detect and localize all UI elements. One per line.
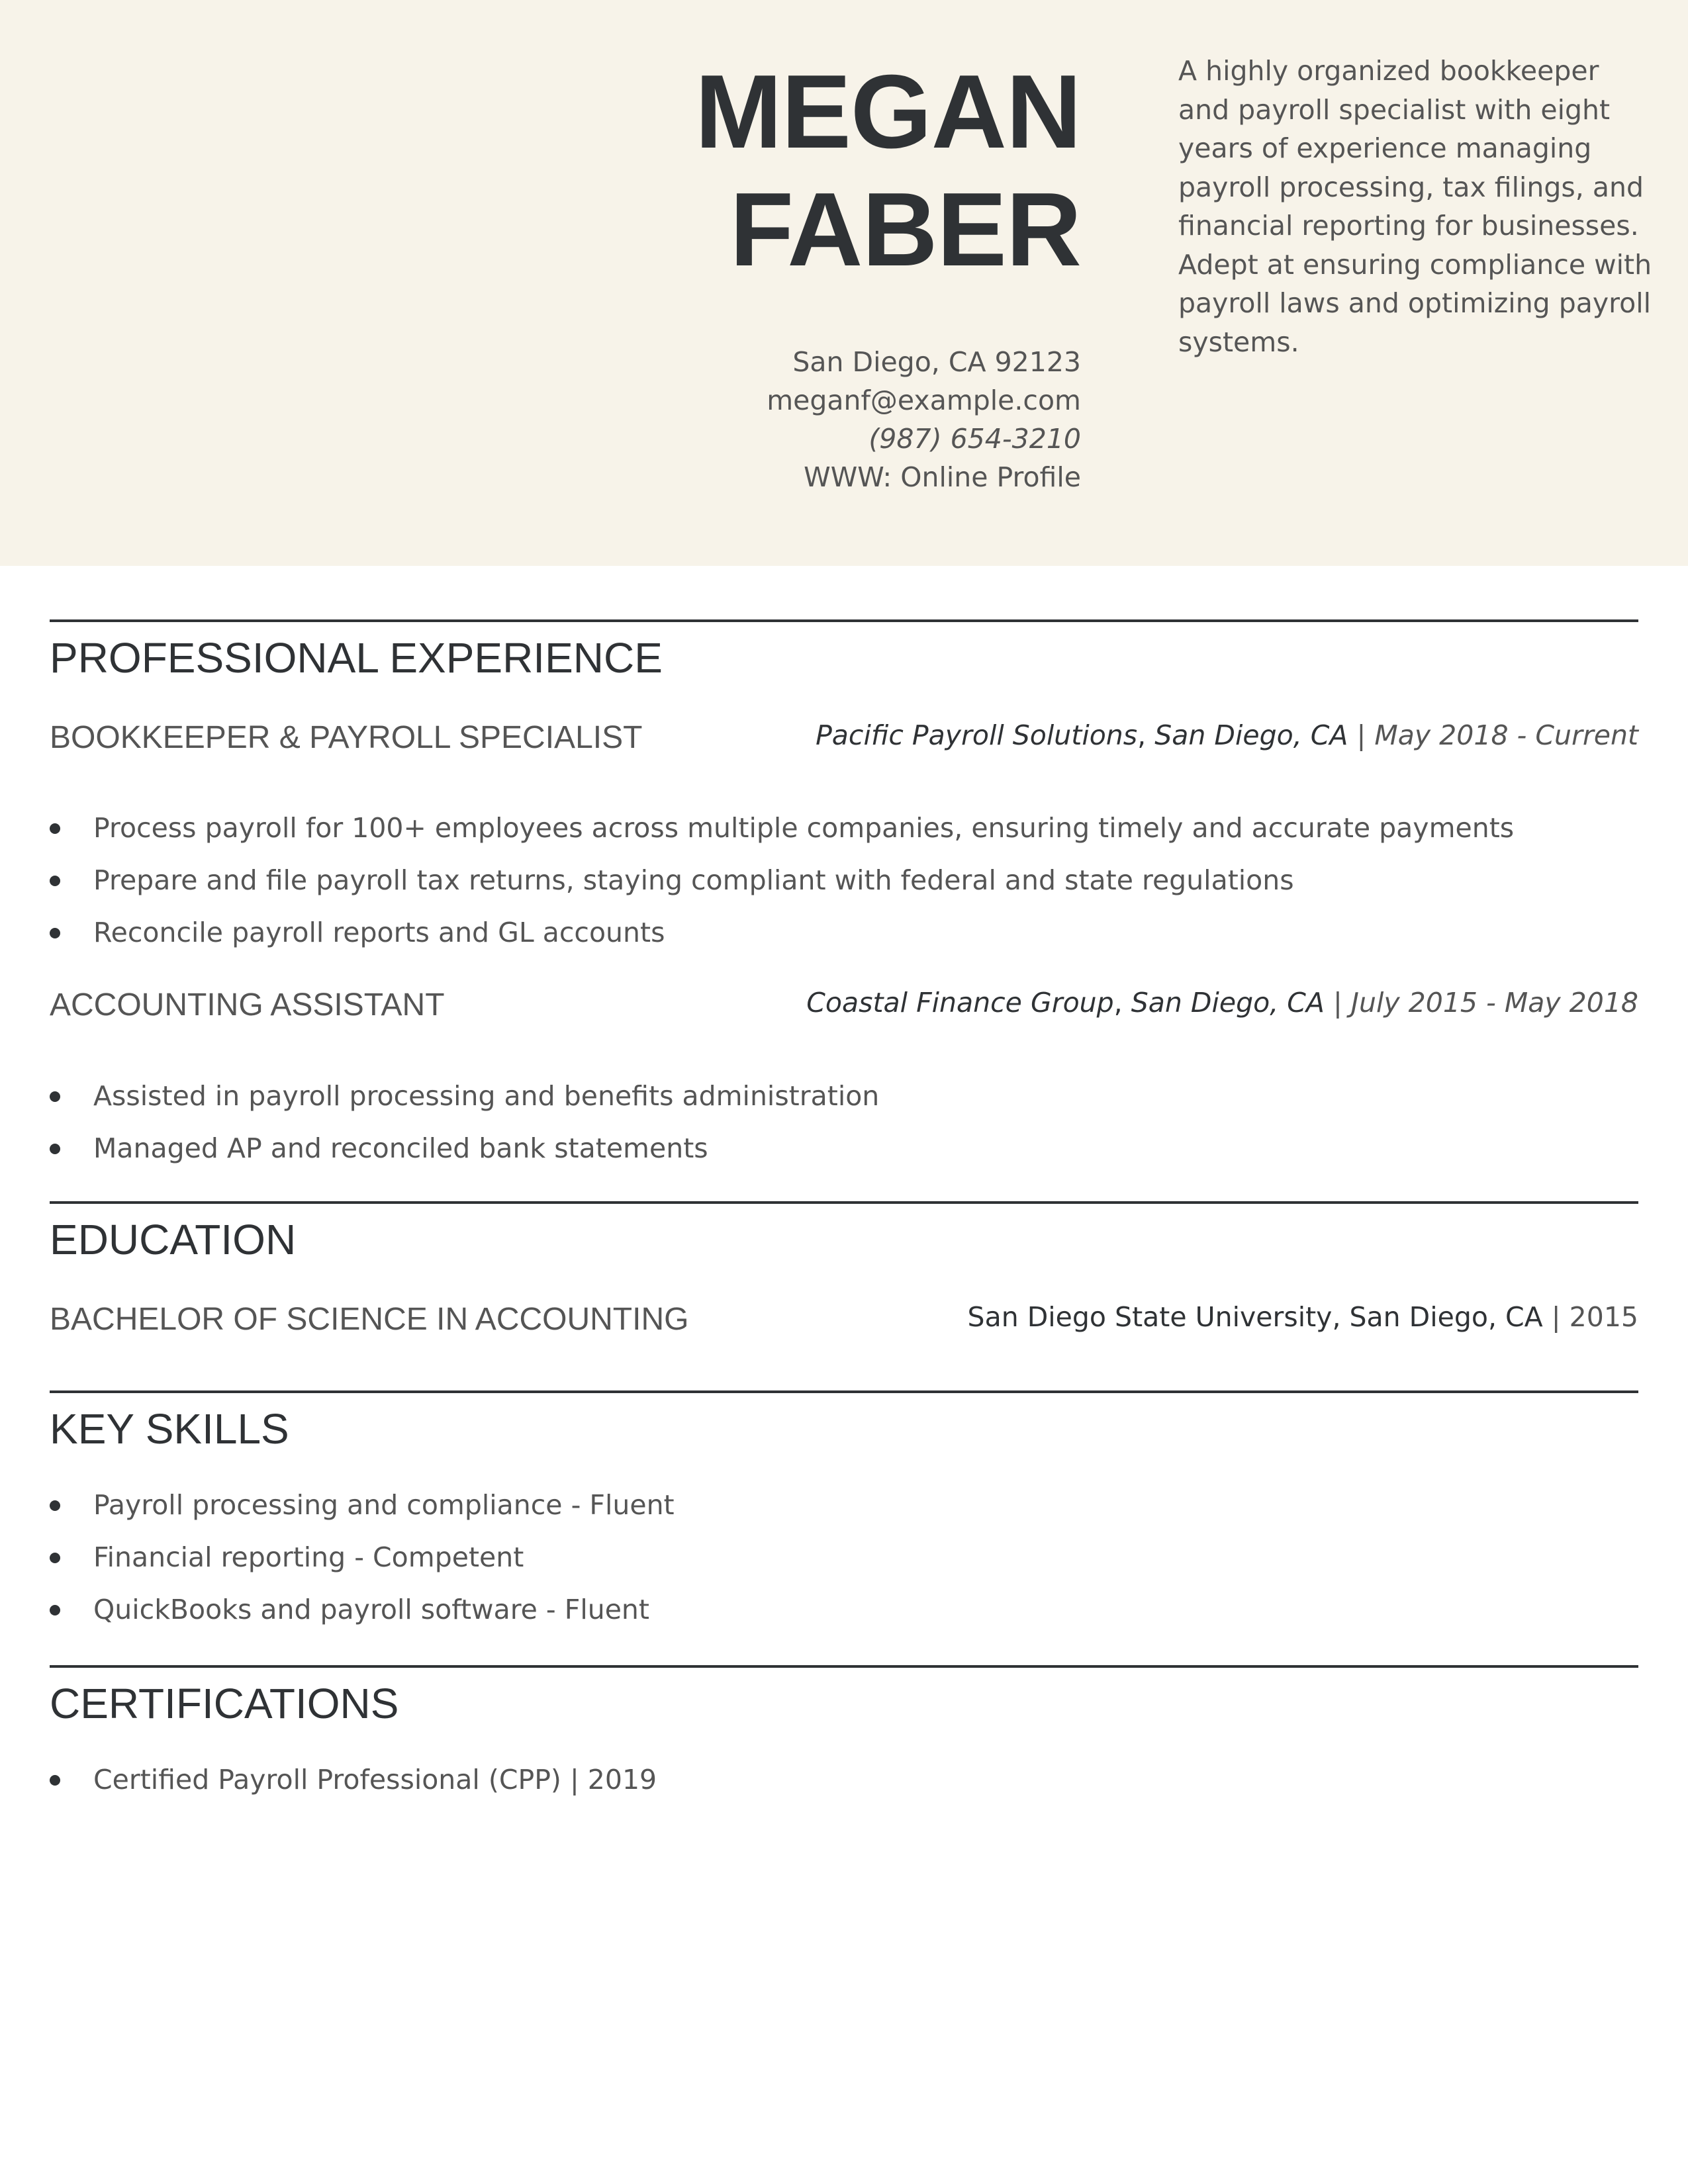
experience-section: [50, 619, 1638, 1164]
contact-phone[interactable]: (987) 654-3210: [868, 423, 1081, 455]
job-title: BOOKKEEPER & PAYROLL SPECIALIST: [50, 720, 643, 755]
job-bullets: [50, 1070, 1638, 1175]
job-meta: Pacific Payroll Solutions, San Diego, CA | May 2018 - Current: [816, 719, 1638, 751]
skills-section: [50, 1390, 1638, 1625]
job-location: San Diego, CA: [1131, 987, 1325, 1019]
degree-title: BACHELOR OF SCIENCE IN ACCOUNTING: [50, 1302, 689, 1337]
bullet-icon: [50, 1605, 60, 1615]
section-title-certifications: CERTIFICATIONS: [50, 1680, 399, 1727]
last-name: FABER: [729, 171, 1081, 288]
contact-address: San Diego, CA 92123: [792, 346, 1081, 378]
bullet-icon: [50, 928, 60, 938]
job-company: Coastal Finance Group: [806, 987, 1114, 1019]
education-meta: San Diego State University, San Diego, CA | 2015: [967, 1301, 1638, 1333]
job-dates: July 2015 - May 2018: [1350, 987, 1638, 1019]
section-title-education: EDUCATION: [50, 1216, 297, 1263]
bullet-icon: [50, 1500, 60, 1511]
contact-email[interactable]: meganf@example.com: [767, 385, 1081, 416]
section-title-experience: PROFESSIONAL EXPERIENCE: [50, 634, 663, 682]
list-item: Financial reporting - Competent: [50, 1531, 1638, 1584]
job-dates: May 2018 - Current: [1374, 719, 1638, 751]
list-item: Reconcile payroll reports and GL accounts: [50, 907, 1638, 959]
bullet-icon: [50, 823, 60, 834]
candidate-name: [695, 53, 1081, 289]
list-item: Prepare and file payroll tax returns, staying compliant with federal and state regulations: [50, 854, 1638, 907]
professional-summary: A highly organized bookkeeper and payroll specialist with eight years of experience managing payroll processing, tax filings, and financial reporting for businesses. Adept at ensuring compliance with payroll laws and optimizing payroll systems.: [1178, 55, 1652, 358]
job-meta: Coastal Finance Group, San Diego, CA | July 2015 - May 2018: [806, 987, 1638, 1019]
skills-list: [50, 1479, 1638, 1636]
contact-website[interactable]: WWW: Online Profile: [804, 461, 1081, 493]
job-location: San Diego, CA: [1154, 719, 1348, 751]
bullet-icon: [50, 1775, 60, 1786]
list-item: Certified Payroll Professional (CPP) | 2019: [50, 1754, 1638, 1806]
bullet-icon: [50, 1553, 60, 1563]
education-section: [50, 1201, 1638, 1337]
contact-info: [767, 343, 1081, 496]
job-bullets: [50, 802, 1638, 959]
certifications-list: [50, 1754, 1638, 1806]
list-item: Process payroll for 100+ employees across multiple companies, ensuring timely and accurate payments: [50, 802, 1638, 854]
first-name: MEGAN: [694, 54, 1081, 170]
job-title: ACCOUNTING ASSISTANT: [50, 987, 445, 1023]
job-company: Pacific Payroll Solutions: [816, 719, 1138, 751]
bullet-icon: [50, 1091, 60, 1102]
school-location: San Diego, CA: [1349, 1301, 1543, 1333]
school-name: San Diego State University: [967, 1301, 1333, 1333]
list-item: QuickBooks and payroll software - Fluent: [50, 1584, 1638, 1636]
list-item: Payroll processing and compliance - Fluent: [50, 1479, 1638, 1531]
section-title-skills: KEY SKILLS: [50, 1405, 289, 1453]
certifications-section: [50, 1665, 1638, 1796]
bullet-icon: [50, 876, 60, 886]
resume-header: [0, 0, 1688, 566]
bullet-icon: [50, 1144, 60, 1154]
graduation-year: 2015: [1569, 1301, 1638, 1333]
list-item: Managed AP and reconciled bank statements: [50, 1122, 1638, 1175]
list-item: Assisted in payroll processing and benefits administration: [50, 1070, 1638, 1122]
